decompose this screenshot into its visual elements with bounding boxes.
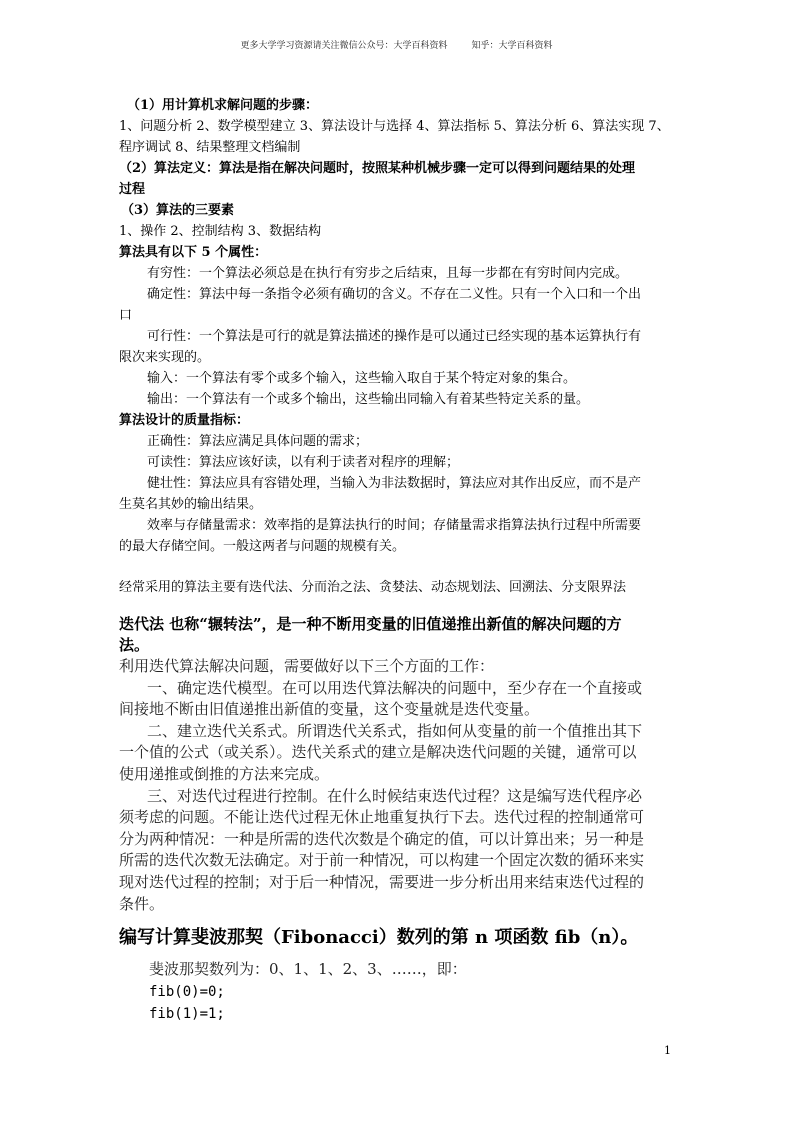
page-number: 1 bbox=[664, 1044, 671, 1057]
quality-efficiency-line1: 效率与存储量需求：效率指的是算法执行的时间；存储量需求指算法执行过程中所需要 bbox=[147, 518, 642, 533]
attr-finite: 有穷性：一个算法必须总是在执行有穷步之后结束，且每一步都在有穷时间内完成。 bbox=[147, 266, 629, 281]
document-body bbox=[119, 95, 675, 1025]
attr-definite-line2: 口 bbox=[119, 308, 133, 323]
iteration-step3-line5: 现对迭代过程的控制；对于后一种情况，需要进一步分析出用来结束迭代过程的 bbox=[119, 872, 645, 891]
attr-definite-line1: 确定性：算法中每一条指令必须有确切的含义。不存在二义性。只有一个入口和一个出 bbox=[147, 287, 642, 302]
attr-output: 输出：一个算法有一个或多个输出，这些输出同输入有着某些特定关系的量。 bbox=[147, 392, 590, 407]
quality-robust-line2: 生莫名其妙的输出结果。 bbox=[119, 497, 263, 512]
iteration-step2-line2: 一个值的公式（或关系）。迭代关系式的建立是解决迭代问题的关键，通常可以 bbox=[119, 743, 637, 762]
sec1-heading: （1）用计算机求解问题的步骤： bbox=[127, 98, 319, 113]
iteration-intro: 利用迭代算法解决问题，需要做好以下三个方面的工作： bbox=[119, 657, 495, 675]
quality-correct: 正确性：算法应满足具体问题的需求； bbox=[147, 434, 369, 449]
header-wechat-note: 更多大学学习资源请关注微信公众号：大学百科资料 bbox=[240, 41, 448, 51]
attr-input: 输入：一个算法有零个或多个输入，这些输入取自于某个特定对象的集合。 bbox=[147, 371, 577, 386]
attr-feasible-line1: 可行性：一个算法是可行的就是算法描述的操作是可以通过已经实现的基本运算执行有 bbox=[147, 329, 642, 344]
common-algorithms: 经常采用的算法主要有迭代法、分而治之法、贪婪法、动态规划法、回溯法、分支限界法 bbox=[119, 580, 627, 595]
iteration-step3-line6: 条件。 bbox=[119, 894, 165, 913]
attrs-heading: 算法具有以下 5 个属性： bbox=[119, 245, 268, 260]
iteration-heading-line2: 法。 bbox=[119, 636, 150, 654]
iteration-step3-line1: 三、对迭代过程进行控制。在什么时候结束迭代过程？这是编写迭代程序必 bbox=[147, 786, 643, 805]
fibonacci-code-line1: fib(0)=0; bbox=[149, 983, 225, 1000]
quality-robust-line1: 健壮性：算法应具有容错处理，当输入为非法数据时，算法应对其作出反应，而不是产 bbox=[147, 476, 642, 491]
header-zhihu-note: 知乎：大学百科资料 bbox=[471, 41, 553, 51]
iteration-step3-line4: 所需的迭代次数无法确定。对于前一种情况，可以构建一个固定次数的循环来实 bbox=[119, 851, 645, 870]
sec2-definition-line2: 过程 bbox=[119, 182, 146, 197]
fibonacci-title: 编写计算斐波那契（Fibonacci）数列的第 n 项函数 fib（n）。 bbox=[119, 927, 639, 949]
iteration-step2-line3: 使用递推或倒推的方法来完成。 bbox=[119, 764, 330, 783]
sec3-elements: 1、操作 2、控制结构 3、数据结构 bbox=[119, 224, 322, 239]
attr-feasible-line2: 限次来实现的。 bbox=[119, 350, 211, 365]
sec2-definition-line1: （2）算法定义：算法是指在解决问题时，按照某种机械步骤一定可以得到问题结果的处理 bbox=[119, 161, 636, 176]
sec1-steps-line1: 1、问题分析 2、数学模型建立 3、算法设计与选择 4、算法指标 5、算法分析 6、算法实现 7、 bbox=[119, 119, 670, 134]
fibonacci-description: 斐波那契数列为：0、1、1、2、3、……，即： bbox=[149, 960, 467, 979]
iteration-step1-line2: 间接地不断由旧值递推出新值的变量，这个变量就是迭代变量。 bbox=[119, 700, 540, 719]
iteration-heading-line1: 迭代法 也称“辗转法”，是一种不断用变量的旧值递推出新值的解决问题的方 bbox=[119, 615, 622, 633]
sec3-heading: （3）算法的三要素 bbox=[121, 203, 235, 218]
iteration-step2-line1: 二、建立迭代关系式。所谓迭代关系式，指如何从变量的前一个值推出其下 bbox=[147, 721, 643, 740]
quality-readable: 可读性：算法应该好读，以有利于读者对程序的理解； bbox=[147, 455, 460, 470]
page-header bbox=[0, 38, 793, 51]
quality-heading: 算法设计的质量指标： bbox=[119, 413, 250, 428]
iteration-step1-line1: 一、确定迭代模型。在可以用迭代算法解决的问题中，至少存在一个直接或 bbox=[147, 678, 643, 697]
quality-efficiency-line2: 的最大存储空间。一般这两者与问题的规模有关。 bbox=[119, 539, 406, 554]
fibonacci-code-line2: fib(1)=1; bbox=[149, 1005, 225, 1022]
sec1-steps-line2: 程序调试 8、结果整理文档编制 bbox=[119, 140, 301, 155]
iteration-step3-line3: 分为两种情况：一种是所需的迭代次数是个确定的值，可以计算出来；另一种是 bbox=[119, 829, 645, 848]
iteration-step3-line2: 须考虑的问题。不能让迭代过程无休止地重复执行下去。迭代过程的控制通常可 bbox=[119, 808, 645, 827]
